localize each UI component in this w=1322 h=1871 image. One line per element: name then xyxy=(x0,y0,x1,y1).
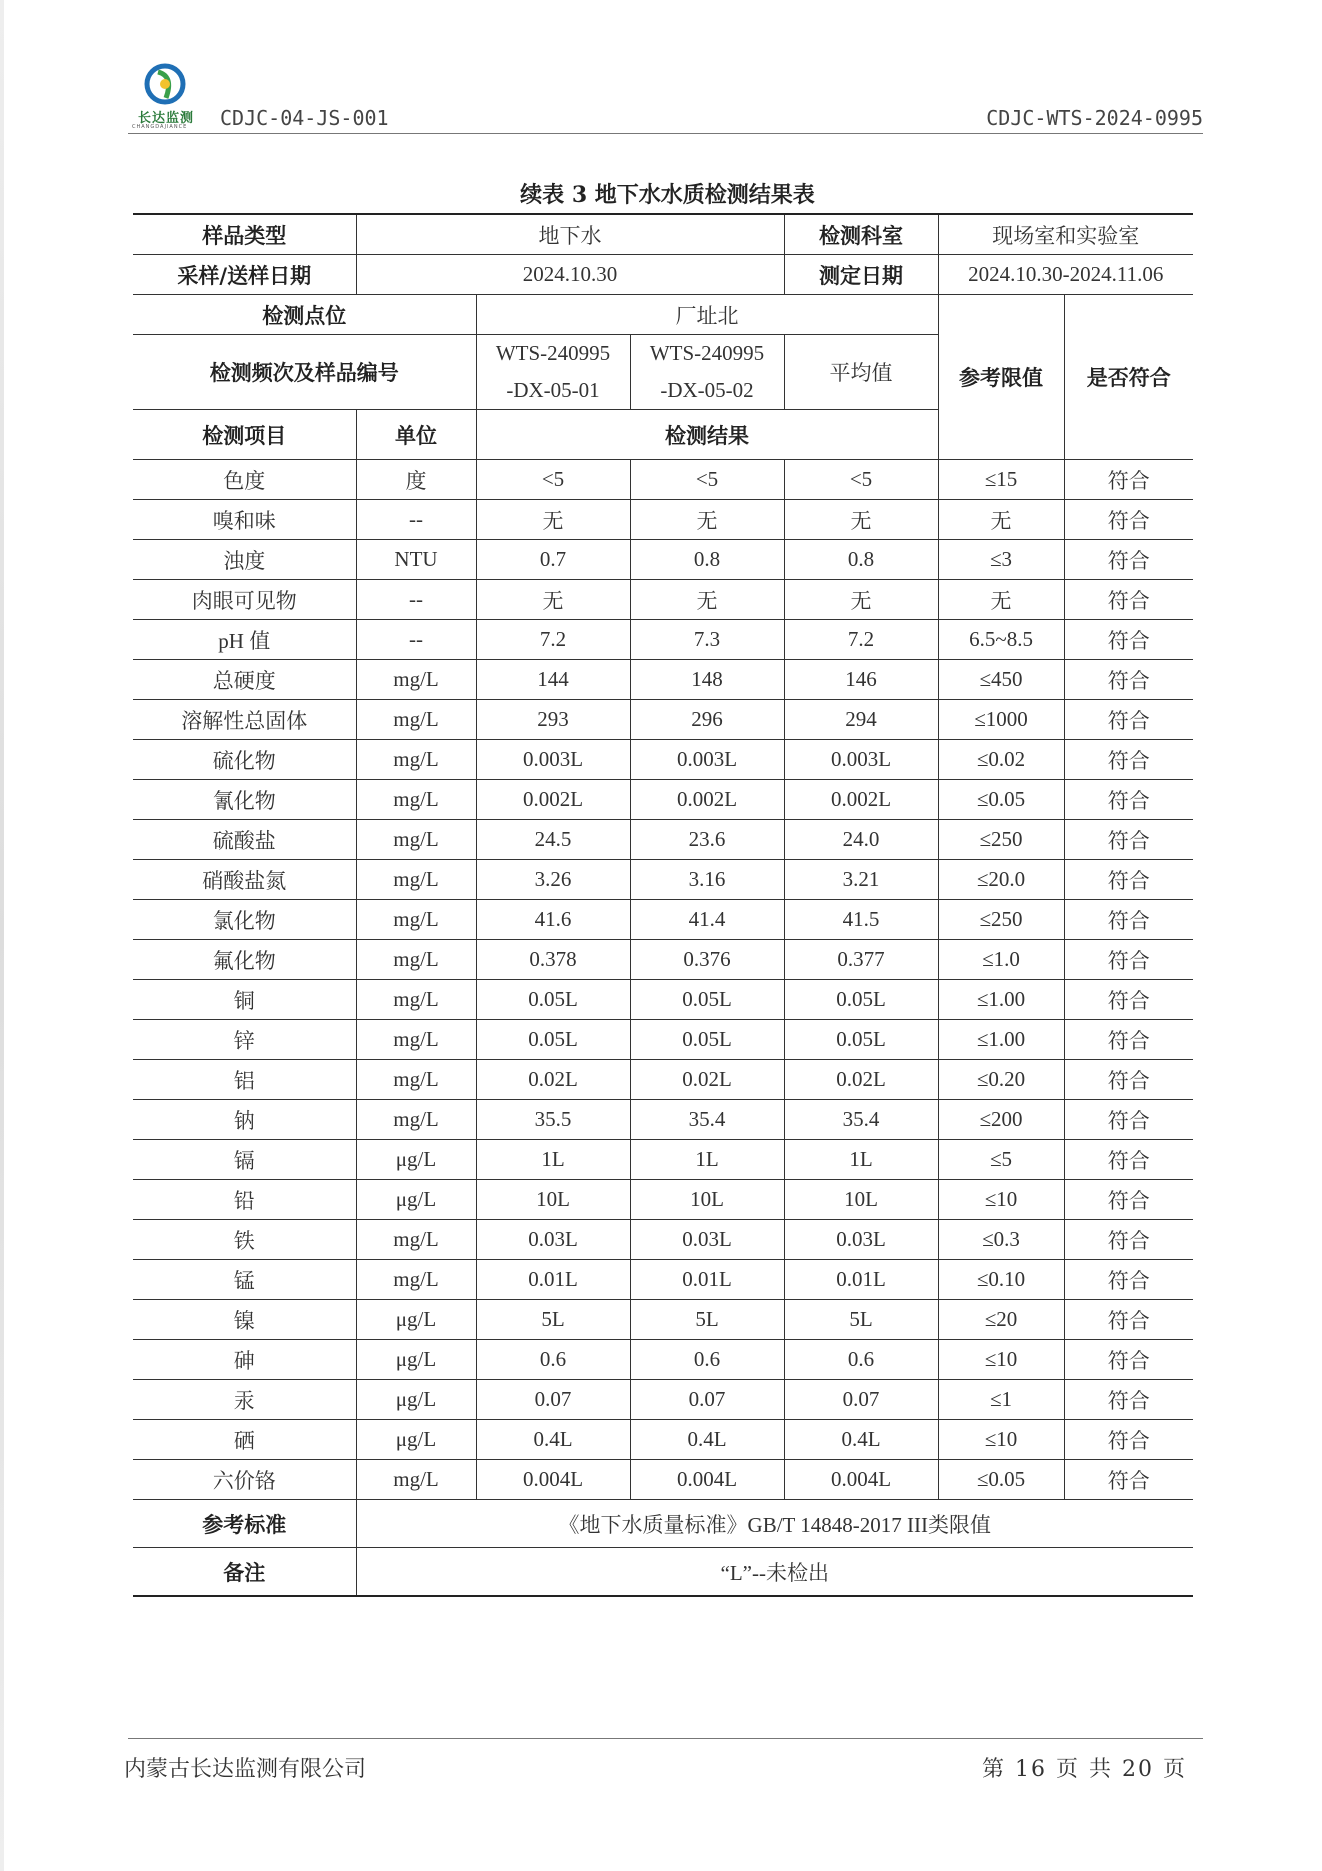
lab-value: 现场室和实验室 xyxy=(938,214,1193,255)
sample-date-value: 2024.10.30 xyxy=(356,255,784,295)
cell-average: 0.03L xyxy=(784,1220,938,1260)
cell-unit: mg/L xyxy=(356,940,476,980)
cell-result-2: 296 xyxy=(630,700,784,740)
cell-result-1: 10L xyxy=(476,1180,630,1220)
standard-label: 参考标准 xyxy=(133,1500,356,1548)
cell-item: 硒 xyxy=(133,1420,356,1460)
cell-limit: ≤10 xyxy=(938,1180,1064,1220)
cell-unit: mg/L xyxy=(356,1260,476,1300)
cell-conform: 符合 xyxy=(1064,860,1193,900)
limit-header: 参考限值 xyxy=(938,295,1064,460)
cell-unit: mg/L xyxy=(356,820,476,860)
cell-average: 5L xyxy=(784,1300,938,1340)
test-date-value: 2024.10.30-2024.11.06 xyxy=(938,255,1193,295)
standard-row xyxy=(133,1500,1193,1548)
cell-average: 0.002L xyxy=(784,780,938,820)
cell-result-1: 0.7 xyxy=(476,540,630,580)
cell-conform: 符合 xyxy=(1064,1300,1193,1340)
meta-row-2 xyxy=(133,255,1193,295)
cell-limit: ≤200 xyxy=(938,1100,1064,1140)
table-row xyxy=(133,740,1193,780)
cell-result-2: 23.6 xyxy=(630,820,784,860)
cell-result-2: 0.05L xyxy=(630,1020,784,1060)
cell-average: 0.004L xyxy=(784,1460,938,1500)
cell-item: 砷 xyxy=(133,1340,356,1380)
table-caption: 续表 3 地下水水质检测结果表 xyxy=(520,182,815,208)
logo-subtext: CHANGDAJIANCE xyxy=(132,124,188,130)
meta-row-1 xyxy=(133,214,1193,255)
cell-unit: -- xyxy=(356,500,476,540)
cell-result-1: 0.002L xyxy=(476,780,630,820)
cell-item: 钠 xyxy=(133,1100,356,1140)
sample-id-2 xyxy=(630,335,784,410)
cell-average: 0.05L xyxy=(784,1020,938,1060)
sample-id-1 xyxy=(476,335,630,410)
cell-conform: 符合 xyxy=(1064,940,1193,980)
table-row xyxy=(133,700,1193,740)
cell-limit: ≤450 xyxy=(938,660,1064,700)
cell-item: 氟化物 xyxy=(133,940,356,980)
cell-item: 锌 xyxy=(133,1020,356,1060)
avg-label: 平均值 xyxy=(784,335,938,410)
cell-average: 0.6 xyxy=(784,1340,938,1380)
cell-unit: μg/L xyxy=(356,1380,476,1420)
cell-item: 溶解性总固体 xyxy=(133,700,356,740)
cell-limit: ≤15 xyxy=(938,460,1064,500)
cell-limit: ≤5 xyxy=(938,1140,1064,1180)
result-header: 检测结果 xyxy=(476,410,938,460)
cell-limit: ≤250 xyxy=(938,900,1064,940)
cell-average: 0.4L xyxy=(784,1420,938,1460)
cell-conform: 符合 xyxy=(1064,1260,1193,1300)
note-row xyxy=(133,1548,1193,1597)
cell-average: 7.2 xyxy=(784,620,938,660)
cell-conform: 符合 xyxy=(1064,740,1193,780)
cell-result-1: 3.26 xyxy=(476,860,630,900)
cell-result-2: 0.05L xyxy=(630,980,784,1020)
cell-average: 0.01L xyxy=(784,1260,938,1300)
site-value: 厂址北 xyxy=(476,295,938,335)
cell-result-2: 0.8 xyxy=(630,540,784,580)
table-row xyxy=(133,780,1193,820)
cell-unit: mg/L xyxy=(356,1460,476,1500)
cell-limit: ≤0.05 xyxy=(938,1460,1064,1500)
table-row xyxy=(133,1140,1193,1180)
cell-limit: 6.5~8.5 xyxy=(938,620,1064,660)
cell-limit: ≤0.3 xyxy=(938,1220,1064,1260)
table-row xyxy=(133,1220,1193,1260)
table-row xyxy=(133,900,1193,940)
cell-result-2: 0.004L xyxy=(630,1460,784,1500)
cell-result-1: 41.6 xyxy=(476,900,630,940)
table-row xyxy=(133,940,1193,980)
footer-company: 内蒙古长达监测有限公司 xyxy=(124,1757,367,1782)
cell-limit: 无 xyxy=(938,580,1064,620)
sample-id-2-line2: -DX-05-02 xyxy=(660,378,754,402)
cell-result-2: 5L xyxy=(630,1300,784,1340)
cell-limit: ≤1000 xyxy=(938,700,1064,740)
cell-unit: NTU xyxy=(356,540,476,580)
document-code: CDJC-04-JS-001 xyxy=(220,106,389,130)
cell-item: 铁 xyxy=(133,1220,356,1260)
standard-value: 《地下水质量标准》GB/T 14848-2017 III类限值 xyxy=(356,1500,1193,1548)
cell-average: 0.07 xyxy=(784,1380,938,1420)
cell-result-1: 0.378 xyxy=(476,940,630,980)
cell-unit: μg/L xyxy=(356,1340,476,1380)
cell-unit: mg/L xyxy=(356,660,476,700)
header-divider xyxy=(128,133,1203,134)
company-logo xyxy=(128,62,198,132)
cell-unit: mg/L xyxy=(356,1060,476,1100)
cell-conform: 符合 xyxy=(1064,620,1193,660)
cell-result-1: 0.01L xyxy=(476,1260,630,1300)
cell-result-2: <5 xyxy=(630,460,784,500)
cell-unit: mg/L xyxy=(356,740,476,780)
cell-result-2: 7.3 xyxy=(630,620,784,660)
table-row xyxy=(133,1380,1193,1420)
cell-average: 0.05L xyxy=(784,980,938,1020)
cell-item: 镉 xyxy=(133,1140,356,1180)
cell-conform: 符合 xyxy=(1064,1100,1193,1140)
cell-limit: ≤0.10 xyxy=(938,1260,1064,1300)
cell-item: 色度 xyxy=(133,460,356,500)
cell-result-2: 0.003L xyxy=(630,740,784,780)
cell-conform: 符合 xyxy=(1064,900,1193,940)
table-row xyxy=(133,1100,1193,1140)
cell-limit: ≤1 xyxy=(938,1380,1064,1420)
table-row xyxy=(133,1020,1193,1060)
cell-limit: ≤10 xyxy=(938,1420,1064,1460)
cell-result-1: 0.02L xyxy=(476,1060,630,1100)
cell-unit: -- xyxy=(356,620,476,660)
cell-average: 无 xyxy=(784,500,938,540)
cell-unit: μg/L xyxy=(356,1420,476,1460)
cell-result-2: 0.6 xyxy=(630,1340,784,1380)
cell-conform: 符合 xyxy=(1064,1020,1193,1060)
cell-unit: μg/L xyxy=(356,1300,476,1340)
cell-limit: ≤1.00 xyxy=(938,1020,1064,1060)
cell-result-2: 0.376 xyxy=(630,940,784,980)
cell-item: 总硬度 xyxy=(133,660,356,700)
cell-item: 浊度 xyxy=(133,540,356,580)
results-table xyxy=(133,213,1193,1597)
cell-conform: 符合 xyxy=(1064,1060,1193,1100)
cell-result-1: 0.05L xyxy=(476,980,630,1020)
cell-limit: ≤1.0 xyxy=(938,940,1064,980)
cell-unit: μg/L xyxy=(356,1140,476,1180)
cell-unit: mg/L xyxy=(356,780,476,820)
cell-conform: 符合 xyxy=(1064,700,1193,740)
cell-result-1: 0.05L xyxy=(476,1020,630,1060)
cell-result-1: 7.2 xyxy=(476,620,630,660)
cell-limit: ≤3 xyxy=(938,540,1064,580)
cell-conform: 符合 xyxy=(1064,460,1193,500)
cell-result-1: 0.4L xyxy=(476,1420,630,1460)
table-row xyxy=(133,820,1193,860)
cell-result-1: 35.5 xyxy=(476,1100,630,1140)
cell-limit: ≤250 xyxy=(938,820,1064,860)
cell-result-1: <5 xyxy=(476,460,630,500)
table-row xyxy=(133,1420,1193,1460)
cell-result-2: 0.002L xyxy=(630,780,784,820)
sample-type-value: 地下水 xyxy=(356,214,784,255)
cell-result-2: 0.4L xyxy=(630,1420,784,1460)
cell-conform: 符合 xyxy=(1064,500,1193,540)
cell-item: pH 值 xyxy=(133,620,356,660)
cell-limit: ≤0.05 xyxy=(938,780,1064,820)
cell-item: 六价铬 xyxy=(133,1460,356,1500)
table-row xyxy=(133,1180,1193,1220)
site-row xyxy=(133,295,1193,335)
cell-limit: ≤20.0 xyxy=(938,860,1064,900)
cell-item: 嗅和味 xyxy=(133,500,356,540)
table-row xyxy=(133,660,1193,700)
cell-conform: 符合 xyxy=(1064,1140,1193,1180)
cell-result-1: 24.5 xyxy=(476,820,630,860)
cell-unit: 度 xyxy=(356,460,476,500)
cell-result-1: 无 xyxy=(476,500,630,540)
freq-label: 检测频次及样品编号 xyxy=(133,335,476,410)
table-row xyxy=(133,620,1193,660)
cell-result-2: 0.07 xyxy=(630,1380,784,1420)
unit-header: 单位 xyxy=(356,410,476,460)
cell-unit: -- xyxy=(356,580,476,620)
cell-result-2: 148 xyxy=(630,660,784,700)
table-row xyxy=(133,500,1193,540)
cell-result-1: 0.003L xyxy=(476,740,630,780)
cell-result-2: 无 xyxy=(630,580,784,620)
cell-item: 硫酸盐 xyxy=(133,820,356,860)
table-row xyxy=(133,980,1193,1020)
cell-conform: 符合 xyxy=(1064,780,1193,820)
cell-item: 肉眼可见物 xyxy=(133,580,356,620)
site-label: 检测点位 xyxy=(133,295,476,335)
cell-item: 铝 xyxy=(133,1060,356,1100)
cell-limit: ≤0.02 xyxy=(938,740,1064,780)
cell-average: 0.003L xyxy=(784,740,938,780)
cell-item: 氰化物 xyxy=(133,780,356,820)
cell-average: 146 xyxy=(784,660,938,700)
table-row xyxy=(133,1300,1193,1340)
cell-conform: 符合 xyxy=(1064,1220,1193,1260)
cell-conform: 符合 xyxy=(1064,660,1193,700)
test-date-label: 测定日期 xyxy=(784,255,938,295)
table-row xyxy=(133,1260,1193,1300)
cell-average: 294 xyxy=(784,700,938,740)
cell-result-1: 1L xyxy=(476,1140,630,1180)
cell-result-1: 无 xyxy=(476,580,630,620)
cell-result-1: 144 xyxy=(476,660,630,700)
sample-id-2-line1: WTS-240995 xyxy=(649,341,765,365)
logo-emblem-icon xyxy=(136,62,194,108)
cell-result-2: 无 xyxy=(630,500,784,540)
cell-unit: mg/L xyxy=(356,900,476,940)
cell-result-2: 1L xyxy=(630,1140,784,1180)
page-header xyxy=(128,62,1203,134)
cell-item: 铅 xyxy=(133,1180,356,1220)
cell-average: 3.21 xyxy=(784,860,938,900)
cell-unit: mg/L xyxy=(356,1100,476,1140)
sample-date-label: 采样/送样日期 xyxy=(133,255,356,295)
page-number: 第 16 页 共 20 页 xyxy=(982,1757,1187,1782)
cell-limit: ≤20 xyxy=(938,1300,1064,1340)
cell-result-1: 0.07 xyxy=(476,1380,630,1420)
note-value: “L”--未检出 xyxy=(356,1548,1193,1597)
table-row xyxy=(133,1460,1193,1500)
cell-result-2: 10L xyxy=(630,1180,784,1220)
note-label: 备注 xyxy=(133,1548,356,1597)
cell-average: 1L xyxy=(784,1140,938,1180)
cell-item: 镍 xyxy=(133,1300,356,1340)
cell-average: 10L xyxy=(784,1180,938,1220)
table-row xyxy=(133,540,1193,580)
cell-unit: mg/L xyxy=(356,860,476,900)
cell-limit: ≤10 xyxy=(938,1340,1064,1380)
table-row xyxy=(133,1340,1193,1380)
table-row xyxy=(133,580,1193,620)
cell-item: 汞 xyxy=(133,1380,356,1420)
cell-average: 0.02L xyxy=(784,1060,938,1100)
sample-id-1-line1: WTS-240995 xyxy=(495,341,611,365)
cell-conform: 符合 xyxy=(1064,1460,1193,1500)
cell-result-1: 0.6 xyxy=(476,1340,630,1380)
cell-limit: ≤0.20 xyxy=(938,1060,1064,1100)
report-number: CDJC-WTS-2024-0995 xyxy=(986,106,1203,130)
conform-header: 是否符合 xyxy=(1064,295,1193,460)
cell-average: 41.5 xyxy=(784,900,938,940)
cell-item: 硝酸盐氮 xyxy=(133,860,356,900)
cell-average: 24.0 xyxy=(784,820,938,860)
logo-text: 长达监测 xyxy=(138,111,195,126)
cell-result-1: 0.03L xyxy=(476,1220,630,1260)
table-row xyxy=(133,460,1193,500)
table-row xyxy=(133,860,1193,900)
cell-item: 氯化物 xyxy=(133,900,356,940)
cell-item: 硫化物 xyxy=(133,740,356,780)
cell-unit: μg/L xyxy=(356,1180,476,1220)
cell-unit: mg/L xyxy=(356,1220,476,1260)
cell-conform: 符合 xyxy=(1064,820,1193,860)
table-row xyxy=(133,1060,1193,1100)
cell-limit: ≤1.00 xyxy=(938,980,1064,1020)
cell-conform: 符合 xyxy=(1064,980,1193,1020)
scan-edge xyxy=(0,0,4,1871)
sample-id-1-line2: -DX-05-01 xyxy=(506,378,600,402)
cell-conform: 符合 xyxy=(1064,1180,1193,1220)
cell-result-2: 35.4 xyxy=(630,1100,784,1140)
cell-unit: mg/L xyxy=(356,980,476,1020)
cell-item: 铜 xyxy=(133,980,356,1020)
cell-conform: 符合 xyxy=(1064,540,1193,580)
cell-conform: 符合 xyxy=(1064,580,1193,620)
cell-average: <5 xyxy=(784,460,938,500)
cell-result-2: 41.4 xyxy=(630,900,784,940)
cell-result-1: 5L xyxy=(476,1300,630,1340)
lab-label: 检测科室 xyxy=(784,214,938,255)
cell-average: 0.8 xyxy=(784,540,938,580)
cell-result-1: 0.004L xyxy=(476,1460,630,1500)
cell-result-1: 293 xyxy=(476,700,630,740)
footer-divider xyxy=(128,1738,1203,1739)
sample-type-label: 样品类型 xyxy=(133,214,356,255)
cell-result-2: 0.01L xyxy=(630,1260,784,1300)
cell-average: 无 xyxy=(784,580,938,620)
cell-unit: mg/L xyxy=(356,1020,476,1060)
cell-conform: 符合 xyxy=(1064,1420,1193,1460)
cell-item: 锰 xyxy=(133,1260,356,1300)
cell-result-2: 3.16 xyxy=(630,860,784,900)
item-header: 检测项目 xyxy=(133,410,356,460)
cell-unit: mg/L xyxy=(356,700,476,740)
cell-conform: 符合 xyxy=(1064,1340,1193,1380)
cell-average: 35.4 xyxy=(784,1100,938,1140)
cell-limit: 无 xyxy=(938,500,1064,540)
cell-result-2: 0.02L xyxy=(630,1060,784,1100)
cell-result-2: 0.03L xyxy=(630,1220,784,1260)
cell-conform: 符合 xyxy=(1064,1380,1193,1420)
cell-average: 0.377 xyxy=(784,940,938,980)
